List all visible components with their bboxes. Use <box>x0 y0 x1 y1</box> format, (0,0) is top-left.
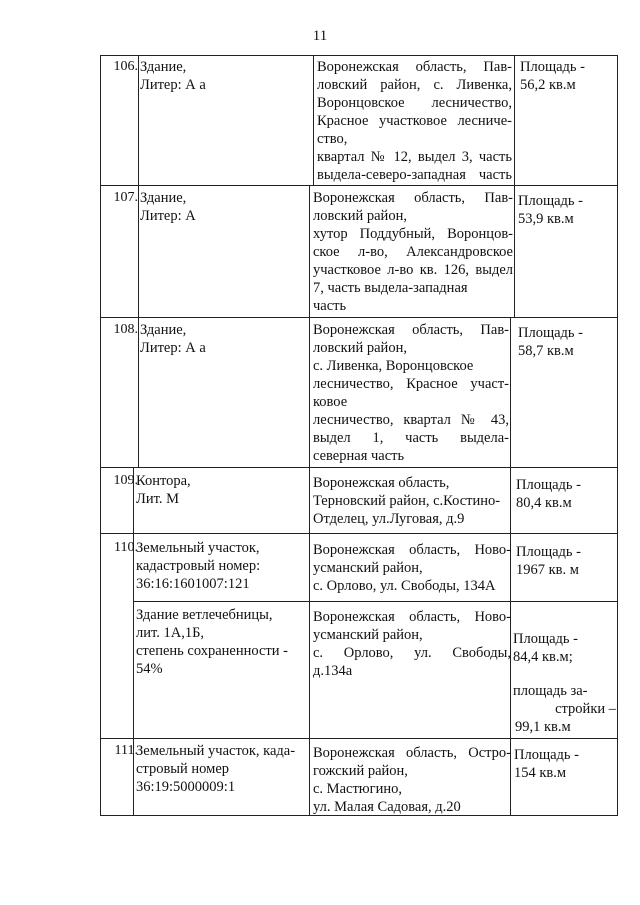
object-address: Воронежская область, Терновский район, с.Костино- Отделец, ул.Луговая, д.9 <box>313 475 501 527</box>
row-divider <box>100 467 618 468</box>
row-divider <box>133 601 618 602</box>
row-divider <box>100 533 618 534</box>
row-divider <box>100 185 618 186</box>
row-number: 106. <box>113 59 138 74</box>
object-address: Воронежская область, Пав- ловский район, хутор Поддубный, Воронцов- ское л-во, Александровское участковое л-во кв. 126, выдел 7, часть выдела-западная часть <box>313 190 513 314</box>
object-address: Воронежская область, Остро- гожский район, с. Мастюгино, ул. Малая Садовая, д.20 <box>313 745 511 815</box>
page-number: 11 <box>312 28 328 44</box>
object-name: Здание, Литер: А а <box>140 59 206 93</box>
row-number: 107. <box>113 190 138 205</box>
object-name: Контора, Лит. М <box>136 473 191 507</box>
object-name: Здание ветлечебницы, лит. 1А,1Б, степень сохраненности - 54% <box>136 607 288 677</box>
object-area: Площадь - 53,9 кв.м <box>518 193 584 227</box>
object-area: Площадь - 1967 кв. м <box>516 544 582 578</box>
column-divider <box>138 55 139 468</box>
row-number: 109. <box>113 473 138 488</box>
row-number: 110. <box>114 540 138 555</box>
object-area: Площадь - 56,2 кв.м <box>520 59 586 93</box>
object-name: Здание, Литер: А <box>140 190 196 224</box>
row-divider <box>100 738 618 739</box>
row-divider <box>100 317 618 318</box>
column-divider <box>309 185 310 815</box>
object-area: Площадь - 154 кв.м <box>514 747 580 781</box>
object-address: Воронежская область, Ново- усманский район, с. Орлово, ул. Свободы, д.134а <box>313 609 511 679</box>
row-number: 108. <box>113 322 138 337</box>
object-area: Площадь - 84,4 кв.м; площадь за- стройки – 99,1 кв.м <box>513 631 616 735</box>
column-divider <box>617 55 618 815</box>
object-name: Земельный участок, кадастровый номер: 36:16:1601007:121 <box>136 540 261 592</box>
object-name: Земельный участок, када- стровый номер 36:19:5000009:1 <box>136 743 296 795</box>
column-divider <box>514 55 515 317</box>
object-area: Площадь - 58,7 кв.м <box>518 325 584 359</box>
object-address: Воронежская область, Ново- усманский район, с. Орлово, ул. Свободы, 134А <box>313 542 511 594</box>
column-divider <box>313 55 314 185</box>
object-area: Площадь - 80,4 кв.м <box>516 477 582 511</box>
object-address: Воронежская область, Пав- ловский район, с. Ливенка, Воронцовское лесничество, Красное участ- ковое лесничество, квартал № 43, выдел 1, часть выдела- северная часть <box>313 322 509 464</box>
column-divider <box>133 467 134 815</box>
column-divider <box>100 55 101 815</box>
object-address: Воронежская область, Пав- ловский район, с. Ливенка, Воронцовское лесничество, Красное участковое лесниче- ство, квартал № 12, выдел 3, часть выдела-северо-западная часть <box>317 59 512 183</box>
object-name: Здание, Литер: А а <box>140 322 206 356</box>
row-divider <box>100 55 618 56</box>
row-number: 111. <box>114 743 138 758</box>
